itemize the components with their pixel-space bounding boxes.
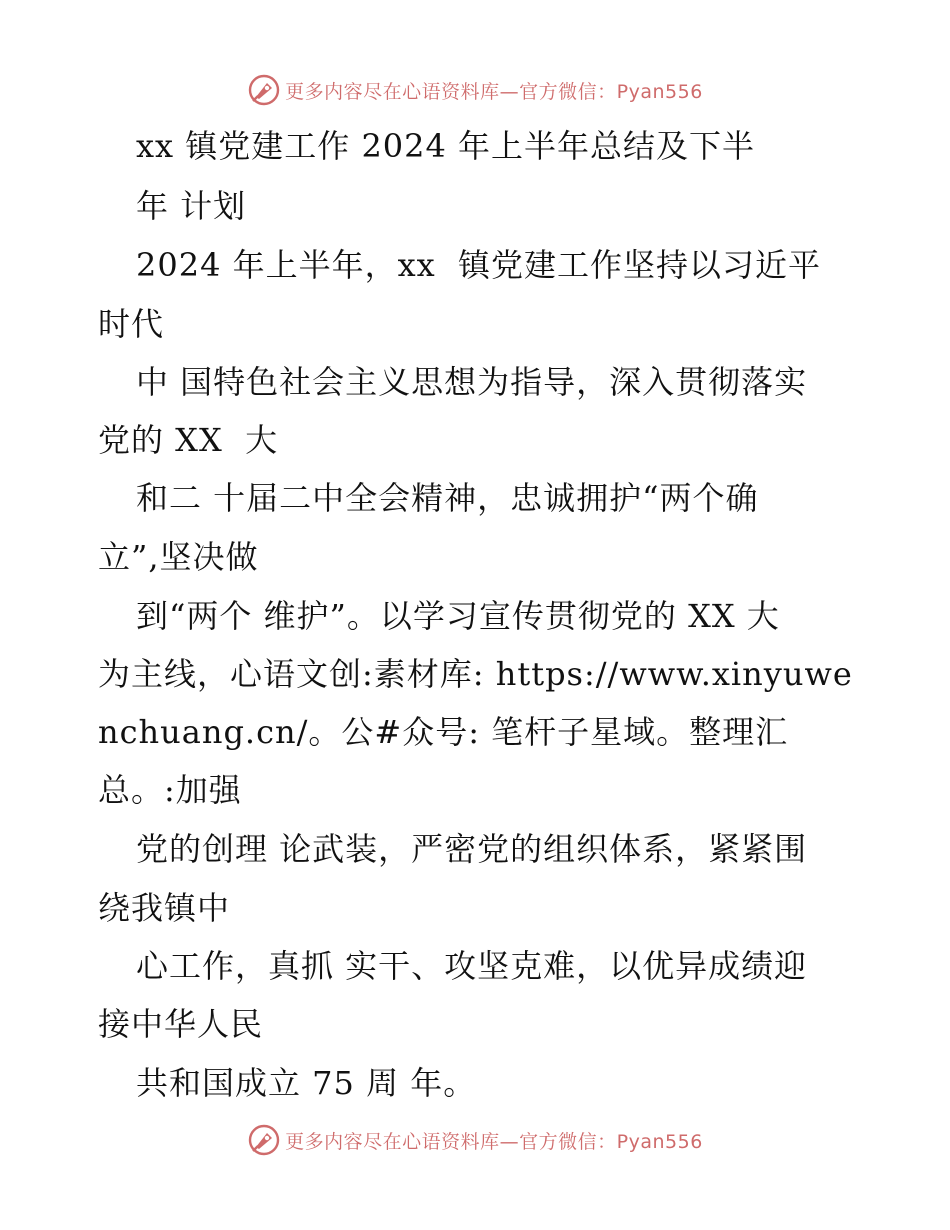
paragraph-line: 时代 (98, 305, 165, 343)
paragraph-line: 绕我镇中 (98, 889, 231, 927)
document-title-line-1: xx 镇党建工作 2024 年上半年总结及下半 (136, 127, 756, 165)
footer-watermark-banner (0, 1120, 950, 1160)
paragraph-line: 党的 XX 大 (98, 421, 279, 459)
header-watermark-banner (0, 70, 950, 110)
paragraph-line: 接中华人民 (98, 1005, 264, 1043)
pen-nib-logo-icon (247, 1123, 281, 1157)
paragraph-line: 为主线，心语文创:素材库: https://www.xinyuwe (98, 655, 853, 693)
paragraph-line: 到“两个 维护”。以学习宣传贯彻党的 XX 大 (136, 597, 780, 635)
footer-watermark-text: 更多内容尽在心语资料库—官方微信：Pyan556 (285, 1130, 703, 1153)
paragraph-line: 中 国特色社会主义思想为指导，深入贯彻落实 (136, 363, 808, 401)
paragraph-line: 2024 年上半年，xx 镇党建工作坚持以习近平 (136, 246, 822, 284)
paragraph-line: 心工作，真抓 实干、攻坚克难，以优异成绩迎 (136, 947, 808, 985)
paragraph-line: nchuang.cn/。公#众号: 笔杆子星域。整理汇 (98, 713, 789, 751)
paragraph-line: 共和国成立 75 周 年。 (136, 1064, 477, 1102)
header-watermark-text: 更多内容尽在心语资料库—官方微信：Pyan556 (285, 80, 703, 103)
pen-nib-logo-icon (247, 73, 281, 107)
paragraph-line: 和二 十届二中全会精神，忠诚拥护“两个确 (136, 479, 759, 517)
document-title-line-2: 年 计划 (136, 187, 247, 225)
paragraph-line: 总。:加强 (98, 771, 242, 809)
paragraph-line: 立”,坚决做 (98, 538, 259, 576)
paragraph-line: 党的创理 论武装，严密党的组织体系，紧紧围 (136, 830, 808, 868)
